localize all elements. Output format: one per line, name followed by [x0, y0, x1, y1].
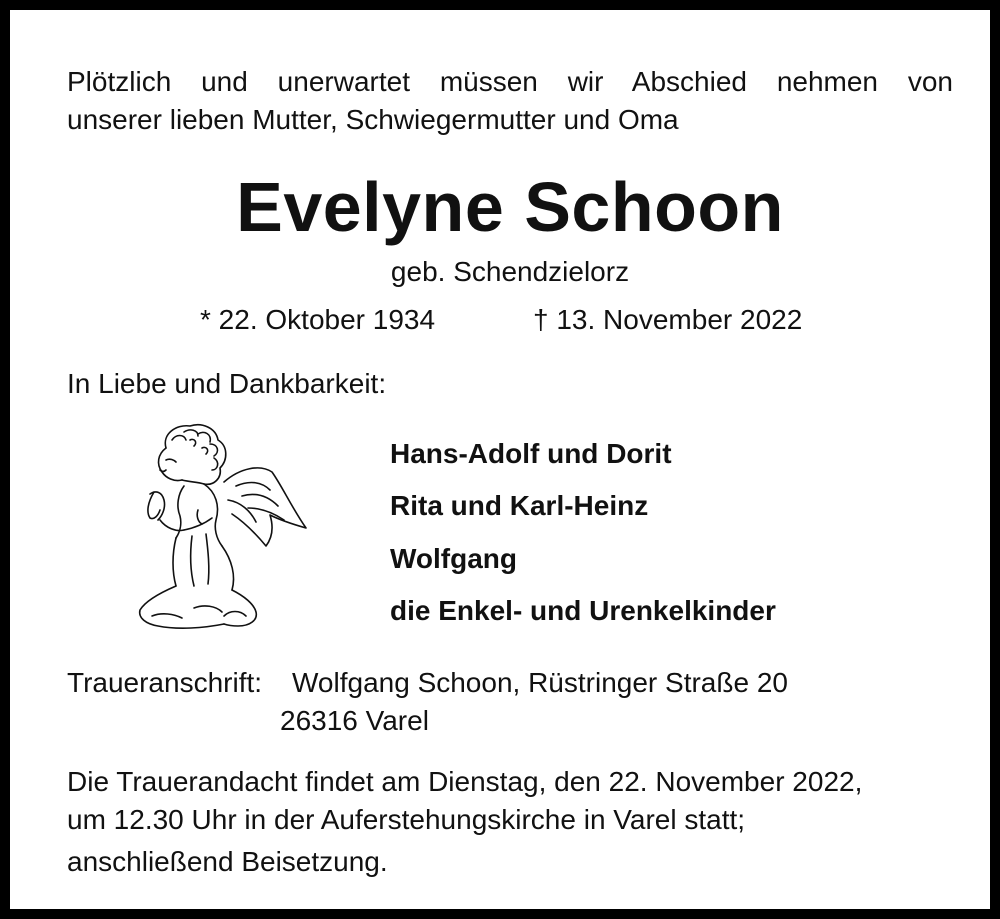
mourner-line: die Enkel- und Urenkelkinder	[390, 595, 776, 626]
intro-text-line-1: Plötzlich und unerwartet müssen wir Abschied nehmen von	[67, 66, 953, 97]
birth-date: * 22. Oktober 1934	[200, 304, 436, 335]
mourner-line: Rita und Karl-Heinz	[390, 490, 649, 521]
gratitude-text: In Liebe und Dankbarkeit:	[67, 368, 387, 399]
praying-angel-illustration-icon	[132, 420, 312, 635]
service-text-line-3: anschließend Beisetzung.	[67, 846, 388, 877]
deceased-name: Evelyne Schoon	[236, 168, 784, 246]
address-city: 26316 Varel	[280, 705, 429, 736]
service-text-line-2: um 12.30 Uhr in der Auferstehungskirche in Varel statt;	[67, 804, 746, 835]
mourner-line: Hans-Adolf und Dorit	[390, 438, 672, 469]
address-street: Wolfgang Schoon, Rüstringer Straße 20	[292, 667, 788, 698]
address-label: Traueranschrift:	[67, 667, 263, 698]
death-date: † 13. November 2022	[533, 304, 803, 335]
service-text-line-1: Die Trauerandacht findet am Dienstag, den 22. November 2022,	[67, 766, 863, 797]
mourner-line: Wolfgang	[390, 543, 518, 574]
intro-text-line-2: unserer lieben Mutter, Schwiegermutter und Oma	[67, 104, 679, 135]
maiden-name: geb. Schendzielorz	[390, 256, 630, 287]
